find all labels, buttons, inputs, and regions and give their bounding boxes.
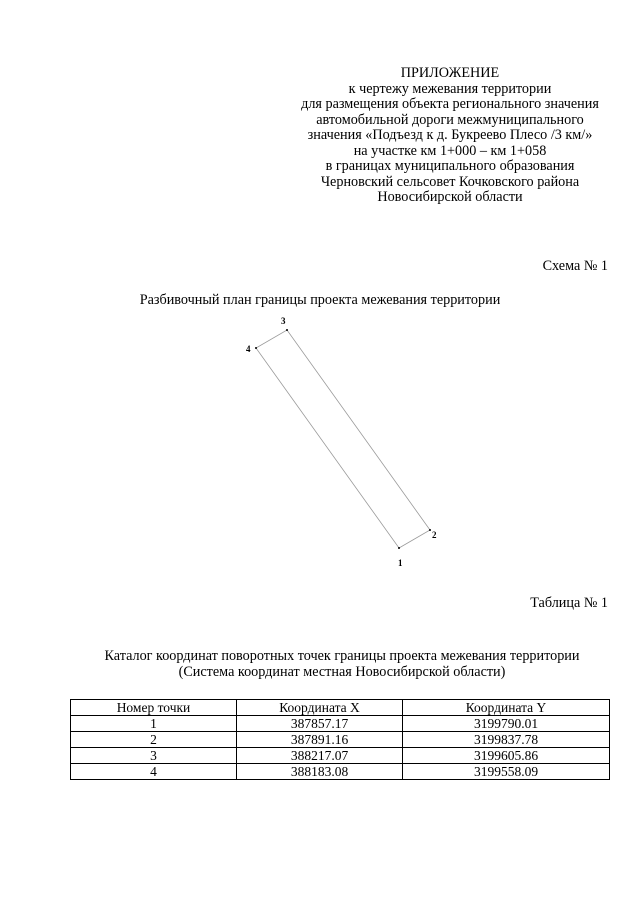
- point-label-2: 2: [432, 530, 437, 540]
- appendix-line: на участке км 1+000 – км 1+058: [353, 142, 547, 159]
- cell-point-number: 2: [71, 732, 237, 748]
- plan-title: Разбивочный план границы проекта межевания территории: [139, 292, 501, 308]
- table-header-row: [71, 700, 610, 716]
- cell-x: 388183.08: [237, 764, 403, 780]
- catalog-title: [0, 648, 640, 680]
- appendix-line: значения «Подъезд к д. Букреево Плесо /3 км/»: [307, 127, 593, 143]
- column-header-point: Номер точки: [71, 700, 237, 716]
- cell-y: 3199605.86: [403, 748, 610, 764]
- appendix-line: Черновский сельсовет Кочковского района: [320, 173, 580, 190]
- cell-point-number: 1: [71, 716, 237, 732]
- cell-x: 387891.16: [237, 732, 403, 748]
- appendix-line: для размещения объекта регионального значения: [301, 96, 599, 112]
- point-marker-2: [429, 529, 431, 531]
- point-label-4: 4: [246, 344, 251, 354]
- table-row: [71, 732, 610, 748]
- point-label-1: 1: [398, 558, 403, 568]
- cell-point-number: 3: [71, 748, 237, 764]
- table-row: [71, 764, 610, 780]
- catalog-title-line2: (Система координат местная Новосибирской области): [178, 664, 506, 680]
- appendix-line: к чертежу межевания территории: [348, 80, 552, 97]
- column-header-y: Координата Y: [403, 700, 610, 716]
- cell-y: 3199790.01: [403, 716, 610, 732]
- catalog-title-line1: Каталог координат поворотных точек границы проекта межевания территории: [104, 648, 580, 664]
- scheme-number: Схема № 1: [542, 258, 608, 274]
- point-marker-3: [286, 329, 288, 331]
- cell-x: 388217.07: [237, 748, 403, 764]
- table-row: [71, 748, 610, 764]
- cell-point-number: 4: [71, 764, 237, 780]
- cell-y: 3199837.78: [403, 732, 610, 748]
- point-marker-1: [398, 547, 400, 549]
- boundary-polygon: [256, 330, 430, 548]
- point-label-3: 3: [281, 316, 286, 326]
- cell-y: 3199558.09: [403, 764, 610, 780]
- appendix-line: автомобильной дороги межмуниципального: [316, 111, 584, 128]
- cell-x: 387857.17: [237, 716, 403, 732]
- column-header-x: Координата X: [237, 700, 403, 716]
- table-row: [71, 716, 610, 732]
- coordinates-table: [70, 699, 610, 780]
- appendix-title: ПРИЛОЖЕНИЕ: [400, 65, 500, 81]
- appendix-line: Новосибирской области: [377, 189, 523, 205]
- point-marker-4: [255, 347, 257, 349]
- appendix-line: в границах муниципального образования: [325, 158, 575, 174]
- table-number: Таблица № 1: [530, 595, 608, 611]
